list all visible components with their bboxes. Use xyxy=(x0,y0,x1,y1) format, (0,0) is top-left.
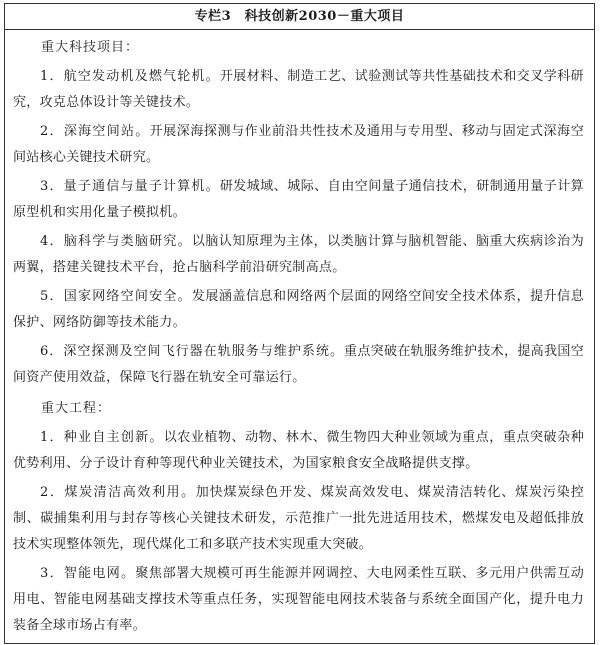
item-lead: 1．种业自主创新。 xyxy=(40,430,164,445)
list-item xyxy=(13,119,584,171)
list-item xyxy=(13,480,584,558)
item-text: 以农业植物、动物、林木、微生物四大种业领域为重点，重点突破杂种优势利用、分子设计育种等现代种业关键技术，为国家粮食安全战略提供支撑。 xyxy=(13,430,584,471)
list-item xyxy=(13,64,584,116)
item-lead: 2．深海空间站。 xyxy=(40,124,150,139)
item-text: 开展材料、制造工艺、试验测试等共性基础技术和交叉学科研究，攻克总体设计等关键技术。 xyxy=(13,69,584,110)
item-lead: 3．智能电网。 xyxy=(40,566,136,581)
item-text: 研发城域、城际、自由空间量子通信技术，研制通用量子计算原型机和实用化量子模拟机。 xyxy=(13,179,584,220)
section-heading-major-engineering: 重大工程： xyxy=(41,401,112,416)
item-text: 以脑认知原理为主体，以类脑计算与脑机智能、脑重大疾病诊治为两翼，搭建关键技术平台，抢占脑科学前沿研究制高点。 xyxy=(13,234,585,275)
item-lead: 1．航空发动机及燃气轮机。 xyxy=(40,69,220,84)
section-heading-major-sci-tech: 重大科技项目： xyxy=(41,40,140,55)
item-text: 加快煤炭绿色开发、煤炭高效发电、煤炭清洁转化、煤炭污染控制、碳捕集利用与封存等核心关键技术研发，示范推广一批先进适用技术，燃煤发电及超低排放技术实现整体领先，现代煤化工和多联产技术实现重大突破。 xyxy=(13,485,584,552)
list-item xyxy=(13,425,584,477)
item-lead: 4．脑科学与类脑研究。 xyxy=(40,234,192,249)
list-item xyxy=(13,339,584,391)
item-lead: 3．量子通信与量子计算机。 xyxy=(40,179,220,194)
item-lead: 5．国家网络空间安全。 xyxy=(40,289,192,304)
item-lead: 2．煤炭清洁高效利用。 xyxy=(40,485,196,500)
list-item xyxy=(13,174,584,226)
list-item xyxy=(13,561,584,639)
box-content xyxy=(5,30,594,639)
item-text: 开展深海探测与作业前沿共性技术及通用与专用型、移动与固定式深海空间站核心关键技术研究。 xyxy=(13,124,584,165)
list-item xyxy=(13,284,584,336)
item-text: 发展涵盖信息和网络两个层面的网络空间安全技术体系，提升信息保护、网络防御等技术能力。 xyxy=(13,289,585,330)
item-text: 重点突破在轨服务维护技术，提高我国空间资产使用效益，保障飞行器在轨安全可靠运行。 xyxy=(13,344,584,385)
item-lead: 6．深空探测及空间飞行器在轨服务与维护系统。 xyxy=(40,344,345,359)
feature-box xyxy=(4,3,595,644)
box-title: 专栏3 科技创新2030－重大项目 xyxy=(5,4,594,30)
item-text: 聚焦部署大规模可再生能源并网调控、大电网柔性互联、多元用户供需互动用电、智能电网基础支撑技术等重点任务，实现智能电网技术装备与系统全面国产化，提升电力装备全球市场占有率。 xyxy=(13,566,584,633)
list-item xyxy=(13,229,584,281)
